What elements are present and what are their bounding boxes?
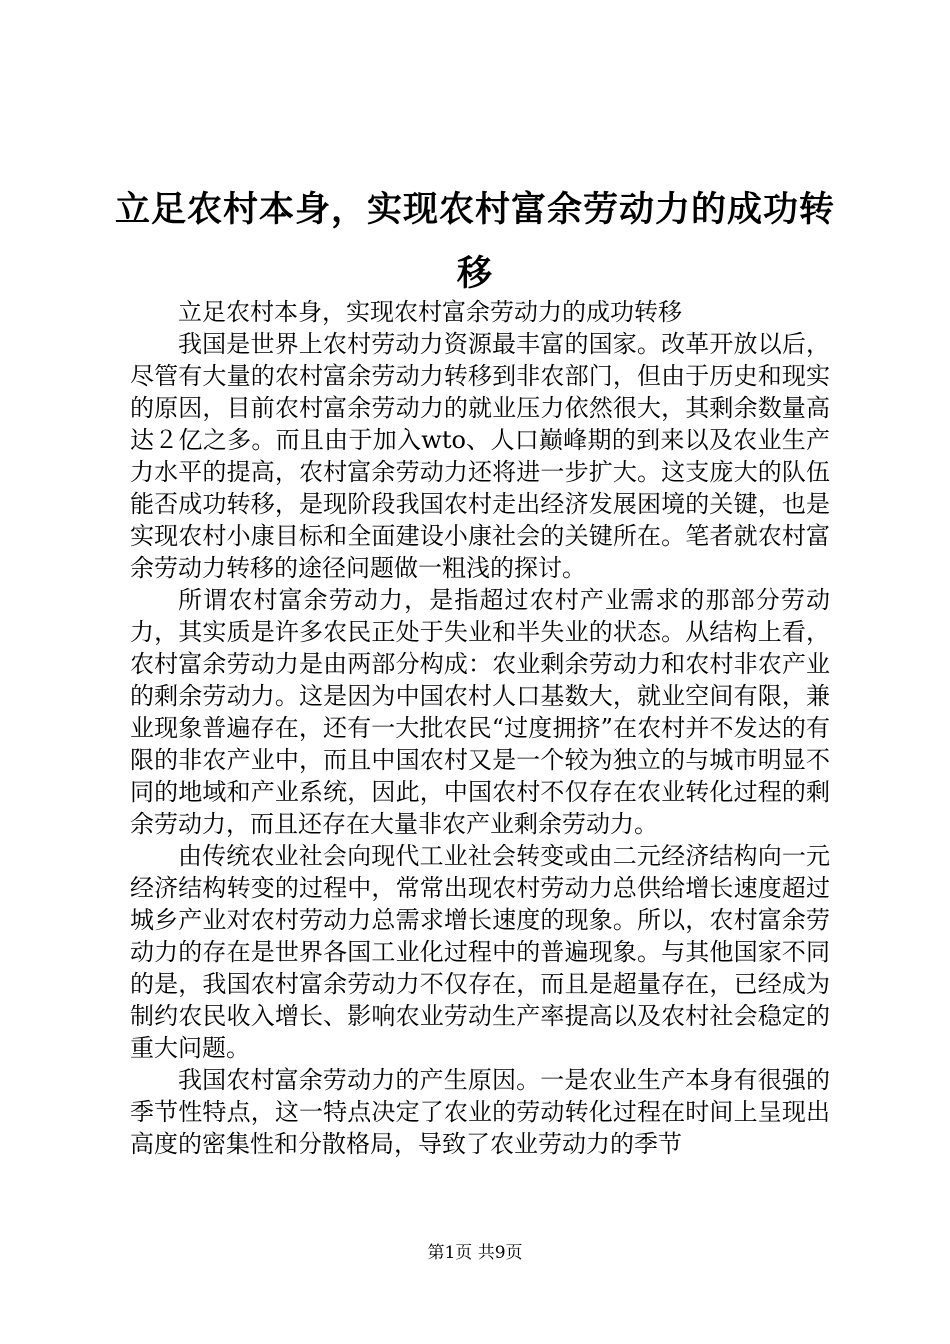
- paragraph: 立足农村本身，实现农村富余劳动力的成功转移: [178, 298, 682, 326]
- document-body: [130, 296, 830, 1192]
- paragraph: 我国农村富余劳动力的产生原因。一是农业生产本身有很强的季节性特点，这一特点决定了农业的劳动转化过程在时间上呈现出高度的密集性和分散格局，导致了农业劳动力的季节: [130, 1066, 830, 1158]
- page-number-footer: 第1页 共9页: [427, 1243, 523, 1263]
- paragraph: 由传统农业社会向现代工业社会转变或由二元经济结构向一元经济结构转变的过程中，常常出现农村劳动力总供给增长速度超过城乡产业对农村劳动力总需求增长速度的现象。所以，农村富余劳动力的存在是世界各国工业化过程中的普遍现象。与其他国家不同的是，我国农村富余劳动力不仅存在，而且是超量存在，已经成为制约农民收入增长、影响农业劳动生产率提高以及农村社会稳定的重大问题。: [130, 842, 830, 1062]
- paragraph: 我国是世界上农村劳动力资源最丰富的国家。改革开放以后，尽管有大量的农村富余劳动力转移到非农部门，但由于历史和现实的原因，目前农村富余劳动力的就业压力依然很大，其剩余数量高达２亿之多。而且由于加入wto、人口巅峰期的到来以及农业生产力水平的提高，农村富余劳动力还将进一步扩大。这支庞大的队伍能否成功转移，是现阶段我国农村走出经济发展困境的关键，也是实现农村小康目标和全面建设小康社会的关键所在。笔者就农村富余劳动力转移的途径问题做一粗浅的探讨。: [130, 330, 830, 582]
- paragraph: 所谓农村富余劳动力，是指超过农村产业需求的那部分劳动力，其实质是许多农民正处于失业和半失业的状态。从结构上看，农村富余劳动力是由两部分构成：农业剩余劳动力和农村非农产业的剩余劳动力。这是因为中国农村人口基数大，就业空间有限，兼业现象普遍存在，还有一大批农民“过度拥挤”在农村并不发达的有限的非农产业中，而且中国农村又是一个较为独立的与城市明显不同的地域和产业系统，因此，中国农村不仅存在农业转化过程的剩余劳动力，而且还存在大量非农产业剩余劳动力。: [130, 586, 830, 838]
- document-title: 立足农村本身，实现农村富余劳动力的成功转移: [114, 189, 835, 294]
